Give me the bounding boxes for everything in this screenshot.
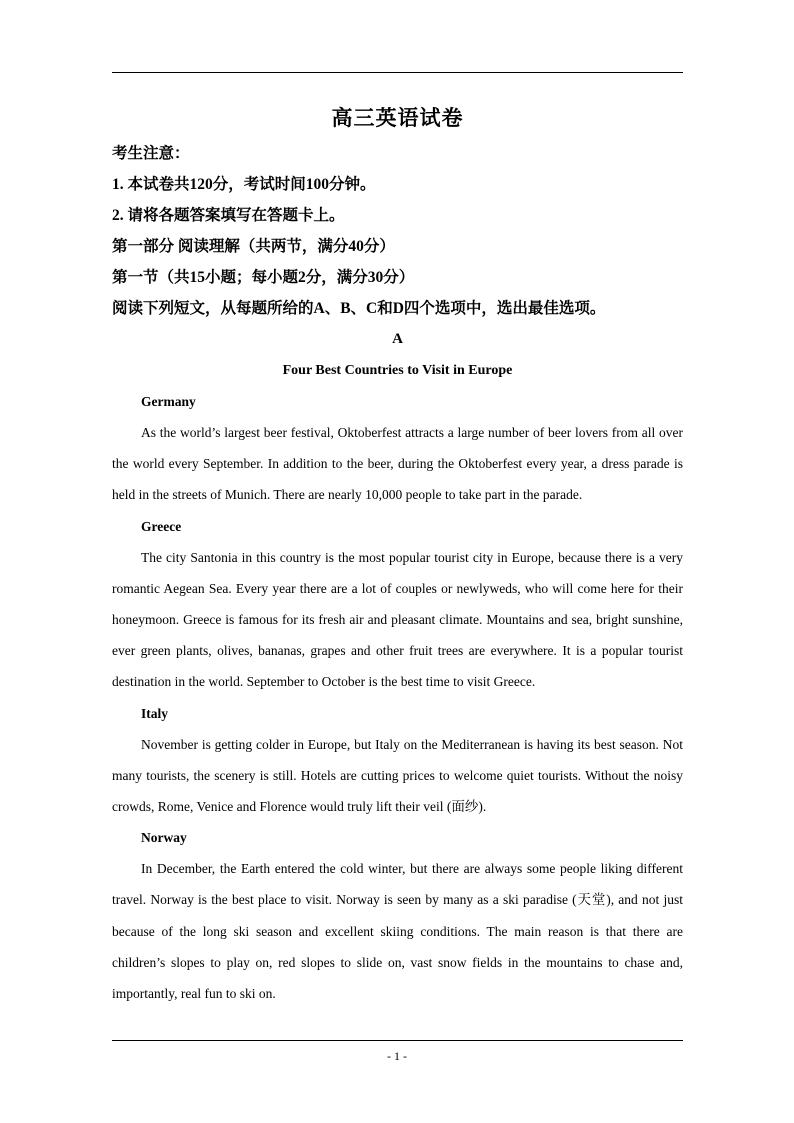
paragraph-greece: The city Santonia in this country is the most popular tourist city in Europe, because there is a very romantic Aegean Sea. Every year there are a lot of couples or newlyweds, who will come here for their honeymoon. Greece is famous for its fresh air and pleasant climate. Mountains and sea, bright sunshine, ever green plants, olives, bananas, grapes and other fruit trees are everywhere. It is a popular tourist destination in the world. September to October is the best time to visit Greece. <box>112 549 683 690</box>
paragraph-norway: In December, the Earth entered the cold winter, but there are always some people liking different travel. Norway is the best place to visit. Norway is seen by many as a ski paradise (天堂), and not just because of the long ski season and excellent skiing conditions. The main reason is that there are children’s slopes to play on, red slopes to slide on, vast snow fields in the mountains to chase and, importantly, real fun to ski on. <box>112 861 683 1002</box>
paragraph-germany: As the world’s largest beer festival, Oktoberfest attracts a large number of beer lovers from all over the world every September. In addition to the beer, during the Oktoberfest every year, a dress parade is held in the streets of Munich. There are nearly 10,000 people to take part in the parade. <box>112 425 683 503</box>
paragraph-italy: November is getting colder in Europe, but Italy on the Mediterranean is having its best season. Not many tourists, the scenery is still. Hotels are cutting prices to welcome quiet tourists. Without the noisy crowds, Rome, Venice and Florence would truly lift their veil (面纱). <box>112 736 683 815</box>
exam-title: 高三英语试卷 <box>331 106 464 130</box>
instruction-notice: 考生注意： <box>112 145 190 162</box>
passage-letter: A <box>392 331 403 347</box>
header-rule <box>112 72 683 73</box>
country-heading-norway: Norway <box>141 830 187 846</box>
page-content <box>112 100 683 1009</box>
country-heading-germany: Germany <box>141 394 196 409</box>
reading-directions: 阅读下列短文，从每题所给的A、B、C和D四个选项中，选出最佳选项。 <box>112 300 606 317</box>
part-heading: 第一部分 阅读理解（共两节，满分40分） <box>112 238 395 255</box>
footer-rule <box>112 1040 683 1041</box>
instruction-item-1: 1. 本试卷共120分，考试时间100分钟。 <box>112 176 376 193</box>
passage-title: Four Best Countries to Visit in Europe <box>282 363 513 378</box>
country-heading-greece: Greece <box>141 518 182 534</box>
instruction-item-2: 2. 请将各题答案填写在答题卡上。 <box>112 207 345 224</box>
section-heading: 第一节（共15小题；每小题2分，满分30分） <box>112 269 415 286</box>
page-number: - 1 - <box>387 1049 407 1063</box>
country-heading-italy: Italy <box>141 705 168 721</box>
